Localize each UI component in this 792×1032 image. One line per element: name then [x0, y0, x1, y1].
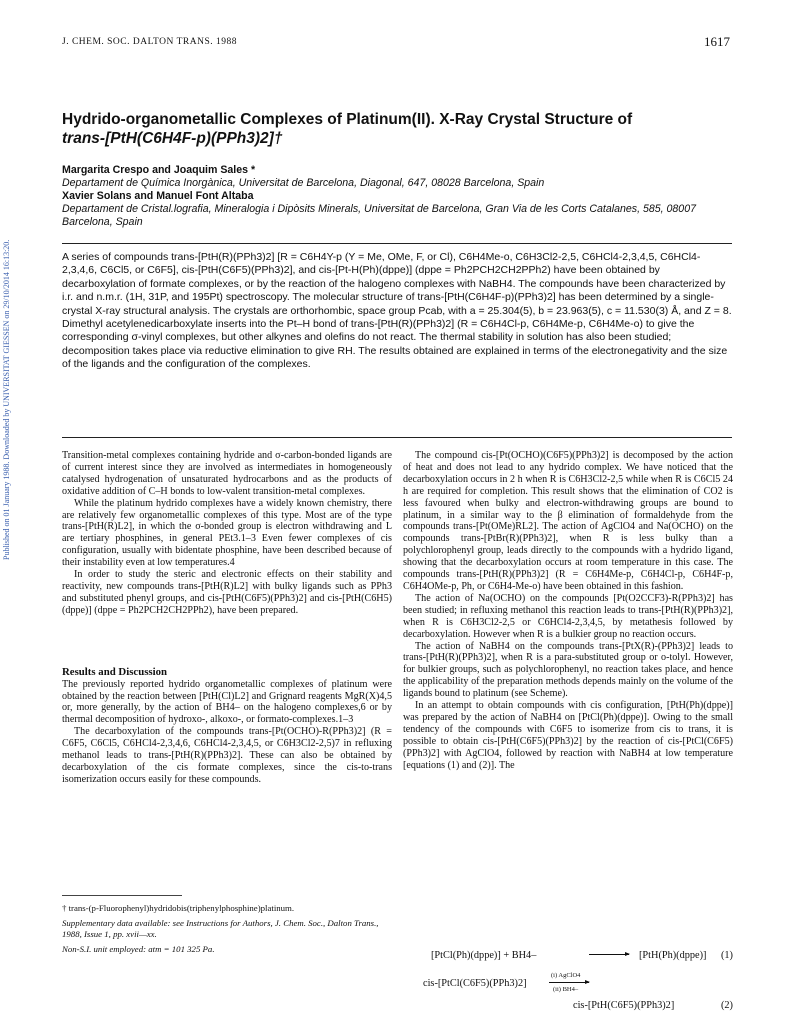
abstract-text: A series of compounds trans-[PtH(R)(PPh3)2] [R = C6H4Y-p (Y = Me, OMe, F, or Cl), C6H4Me-o, C6H3Cl2-2,5, C6HCl4-2,3,4,5, C6HCl4-2,3,4,6, C6Cl5, or C6F5], cis-[PtH(C6F5)(PPh3)2], and cis-[Pt-H(Ph)(dppe)] (dppe = Ph2PCH2CH2PPh2) have been obtained by decarboxylation of formate complexes, or by the reaction of the halogeno complexes with NaBH4. The compounds have been characterized by i.r. and n.m.r. (1H, 31P, and 195Pt) spectroscopy. The molecular structure of trans-[PtH(C6H4F-p)(PPh3)2] has been determined by a single-crystal X-ray structural analysis. The crystals are orthorhombic, space group Pcab, with a = 25.304(5), b = 23.963(5), c = 11.530(3) Å, and Z = 8. Dimethyl acetylenedicarboxylate inserts into the Pt–H bond of trans-[PtH(R)(PPh3)2] (R = C6H4Cl-p, C6H4Me-p, C6H4Me-o) to give the corresponding σ-vinyl complexes, but other alkynes and olefins do not react. The thermal stability in solution has also been studied; decomposition takes place via reductive elimination to give RH. The results obtained are explained in terms of the electronegativity and the size of the ligands and the configuration of the complexes.: [62, 251, 732, 371]
footnote-rule: [62, 895, 182, 896]
title-line-1: Hydrido-organometallic Complexes of Platinum(II). X-Ray Crystal Structure of: [62, 111, 633, 128]
reaction-arrow: [585, 950, 633, 961]
paragraph: In an attempt to obtain compounds with cis configuration, [PtH(Ph)(dppe)] was prepared by the action of NaBH4 on [PtCl(Ph)(dppe)]. Owing to the small tendency of the compounds with C6F5 to isomerize from cis to trans, it is possible to obtain cis-[PtH(C6F5)(PPh3)2] by the reaction of cis-[PtCl(C6F5)(PPh3)2] with AgClO4, followed by reaction with NaBH4 at low temperature [equations (1) and (2)]. The: [403, 700, 733, 771]
paragraph: While the platinum hydrido complexes have a widely known chemistry, there are relatively few organometallic complexes of this type. Most are of the type trans-[PtH(R)L2], in which the σ-bonded group is electron withdrawing and L are tertiary phosphines, in general PEt3.1–3 Even fewer complexes of cis configuration, usually with bidentate phosphine, have been described because of their instability even at low temperatures.4: [62, 497, 392, 569]
footnote-dagger: † trans-(p-Fluorophenyl)hydridobis(triphenylphosphine)platinum.: [62, 903, 295, 913]
paragraph: The action of Na(OCHO) on the compounds [Pt(O2CCF3)-R(PPh3)2] has been studied; in refluxing methanol this reaction leads to trans-[PtH(R)(PPh3)2], when R is C6H3Cl2-2,5 or C6HCl4-2,3,4,5, by metathesis followed by decarboxylation. However when R is a bulkier group no reaction occurs.: [403, 592, 733, 640]
equation-rhs: [PtH(Ph)(dppe)]: [639, 950, 707, 961]
paragraph: The decarboxylation of the compounds trans-[Pt(OCHO)-R(PPh3)2] (R = C6F5, C6Cl5, C6HCl4-2,3,4,6, C6HCl4-2,3,4,5, or C6H3Cl2-2,5)7 in refluxing methanol leads to trans-[PtH(R)(PPh3)2]. These can also be obtained by decarboxylation of the cis formate complexes, since the cis-to-trans isomerization occurs easily for these compounds.: [62, 726, 392, 785]
equation-number: (1): [720, 950, 733, 961]
journal-running-head: J. CHEM. SOC. DALTON TRANS. 1988: [62, 37, 237, 47]
paragraph: In order to study the steric and electronic effects on their stability and reactivity, new compounds trans-[PtH(R)L2] with bulky ligands such as PPh3 and substituted phenyl groups, and cis-[PtH(C6F5)(PPh3)2] and cis-[PtH(C6H5)(dppe)] (dppe = Ph2PCH2CH2PPh2), have been prepared.: [62, 569, 392, 616]
page-number: 1617: [704, 34, 730, 49]
right-column: [403, 450, 733, 771]
footnote-supplementary: Supplementary data available: see Instructions for Authors, J. Chem. Soc., Dalton Trans., 1988, Issue 1, pp. xvii—xx.: [62, 918, 379, 939]
paragraph: The previously reported hydrido organometallic complexes of platinum were obtained by the reaction between [PtH(Cl)L2] and Grignard reagents MgR(X)4,5 or, more generally, by the action of BH4– on the halogeno complexes,6 or by thermal decomposition of hydroxo-, alkoxo-, or formato-complexes.1–3: [62, 678, 392, 726]
author-block: [62, 164, 732, 229]
divider: [62, 243, 732, 244]
author-names: Xavier Solans and Manuel Font Altaba: [62, 190, 254, 202]
paragraph: The action of NaBH4 on the compounds trans-[PtX(R)-(PPh3)2] leads to trans-[PtH(R)(PPh3)2], when R is a para-substituted group or o-tolyl. However, for bulkier groups, such as polychlorophenyl, no reaction takes place, and hence the applicability of the preparation methods depends mainly on the volume of the ligands bound to platinum (see Scheme).: [403, 640, 733, 700]
section-heading: Results and Discussion: [62, 665, 168, 678]
paragraph: The compound cis-[Pt(OCHO)(C6F5)(PPh3)2] is decomposed by the action of heat and does not lead to any hydrido complex. We have noticed that the decarboxylation occurs in 2 h when R is C6H3Cl2-2,5 while when R is C6Cl5 24 h are required for completion. This result shows that the elimination of CO2 is less favoured when bulky and electron-withdrawing groups are bound to platinum, in a similar way to the β elimination of formaldehyde from the compounds trans-[Pt(OMe)RL2]. The action of AgClO4 and Na(OCHO) on the compounds trans-[PtBr(R)(PPh3)2], when R is less bulky than a polychlorophenyl group, leads directly to the compounds with a hydrido ligand, showing that the decarboxylation occurs at room temperature in this case. The compounds trans-[PtH(R)(PPh3)2] (R = C6H4Me-p, C6H4Cl-p, C6H4F-p, C6H4OMe-p, Ph, or C6H4-Me-o) have been obtained in this fashion.: [403, 450, 733, 592]
reaction-condition: (ii) BH4–: [553, 986, 579, 993]
divider: [62, 437, 732, 438]
equation-lhs: [PtCl(Ph)(dppe)] + BH4–: [431, 950, 537, 961]
footnote-units: Non-S.I. unit employed: atm = 101 325 Pa.: [62, 944, 215, 954]
abstract: [62, 251, 734, 372]
paragraph: Transition-metal complexes containing hydride and σ-carbon-bonded ligands are of current interest since they are involved as intermediates in homogeneously catalysed hydrogenation of unsaturated hydrocarbons and as the products of oxidative addition of C–H bonds to low-valent transition-metal complexes.: [62, 450, 392, 497]
author-affiliation: Departament de Cristal.lografia, Mineralogia i Dipòsits Minerals, Universitat de Barcelona, Gran Via de les Corts Catalanes, 585, 08007 Barcelona, Spain: [62, 203, 696, 228]
download-watermark: Published on 01 January 1988. Downloaded by UNIVERSITAT GIESSEN on 29/10/2014 16:13:20.: [2, 239, 11, 561]
article-title: [62, 110, 722, 148]
running-header: [62, 34, 730, 51]
equation-lhs: cis-[PtCl(C6F5)(PPh3)2]: [423, 978, 527, 989]
equation-number: (2): [720, 1000, 733, 1011]
reaction-condition: (i) AgClO4: [551, 972, 581, 979]
author-affiliation: Departament de Química Inorgànica, Universitat de Barcelona, Diagonal, 647, 08028 Barcelona, Spain: [62, 177, 545, 189]
left-column: [62, 450, 392, 786]
author-names: Margarita Crespo and Joaquim Sales *: [62, 164, 256, 176]
equation-rhs: cis-[PtH(C6F5)(PPh3)2]: [573, 1000, 675, 1011]
title-line-2: trans-[PtH(C6H4F-p)(PPh3)2]†: [62, 130, 283, 147]
footnotes: [62, 903, 392, 959]
